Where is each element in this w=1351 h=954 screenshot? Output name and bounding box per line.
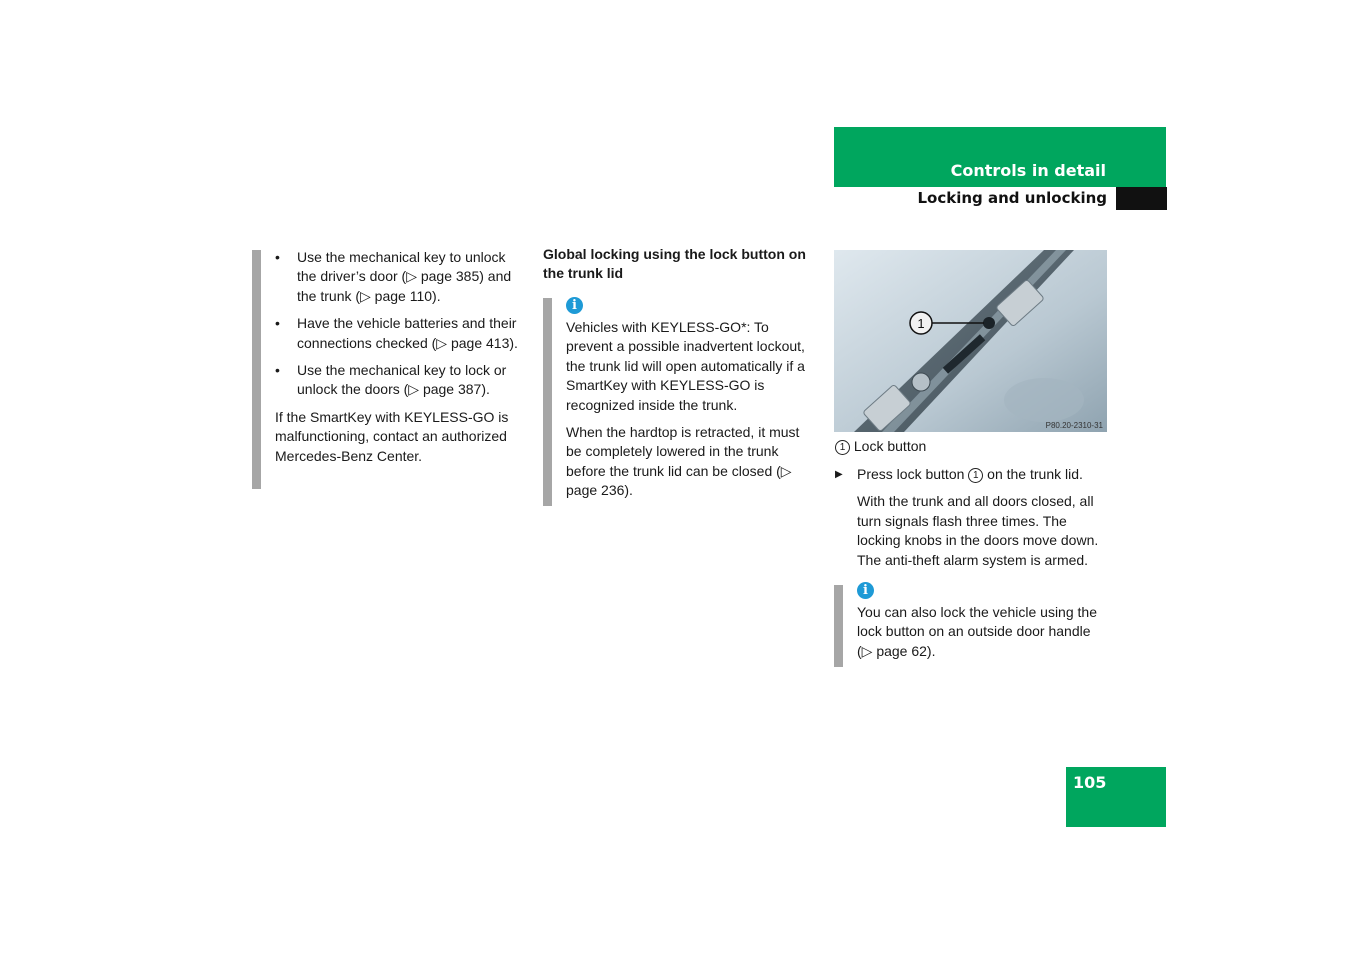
trunk-lid-figure <box>834 250 1107 432</box>
page-number: 105 <box>1073 773 1107 792</box>
list-item: • Use the mechanical key to lock or unlock the doors (▷ page 387). <box>275 361 527 400</box>
figure-callout-1: 1 <box>917 316 925 331</box>
section-title: Controls in detail <box>950 161 1106 180</box>
keyless-go-note: Vehicles with KEYLESS-GO*: To prevent a possible inadvertent lockout, the trunk lid will open automatically if a SmartKey with KEYLESS-GO is recognized inside the trunk. <box>566 319 805 413</box>
caption-number-badge: 1 <box>835 440 850 455</box>
page-number-box <box>1066 767 1166 827</box>
subsection-title: Locking and unlocking <box>917 189 1107 207</box>
step-arrow-icon: ▶ <box>835 469 843 480</box>
note-bar-right <box>834 585 843 667</box>
instruction-step <box>835 465 1110 570</box>
list-item: • Have the vehicle batteries and their connections checked (▷ page 413). <box>275 314 527 353</box>
info-icon: i <box>857 582 874 599</box>
malfunction-paragraph: If the SmartKey with KEYLESS-GO is malfunctioning, contact an authorized Mercedes-Benz Center. <box>275 408 509 464</box>
section-tab-marker <box>1116 187 1167 210</box>
caption-text: Lock button <box>853 438 927 454</box>
note-bar-middle <box>543 298 552 506</box>
bullet-list <box>275 248 527 400</box>
step-result: With the trunk and all doors closed, all turn signals flash three times. The locking knobs in the doors move down. The anti-theft alarm system is armed. <box>857 493 1099 568</box>
section-header-band <box>834 127 1166 187</box>
trunk-lid-illustration <box>834 250 1107 432</box>
left-column <box>275 248 527 466</box>
list-item: • Use the mechanical key to unlock the driver’s door (▷ page 385) and the trunk (▷ page 110). <box>275 248 527 306</box>
step-prefix: Press lock button <box>857 466 965 482</box>
right-note <box>857 582 1109 661</box>
middle-column-heading-wrap <box>543 245 818 283</box>
hardtop-note: When the hardtop is retracted, it must be completely lowered in the trunk before the trunk lid can be closed (▷ page 236). <box>566 424 800 499</box>
step-number-badge: 1 <box>968 468 983 483</box>
middle-note <box>566 297 818 501</box>
info-icon: i <box>566 297 583 314</box>
global-locking-heading: Global locking using the lock button on the trunk lid <box>543 246 806 281</box>
figure-caption <box>835 437 1115 456</box>
door-handle-note: You can also lock the vehicle using the lock button on an outside door handle (▷ page 62). <box>857 604 1097 659</box>
note-bar-left <box>252 250 261 489</box>
step-suffix: on the trunk lid. <box>987 466 1083 482</box>
figure-code: P80.20-2310-31 <box>1045 421 1103 430</box>
